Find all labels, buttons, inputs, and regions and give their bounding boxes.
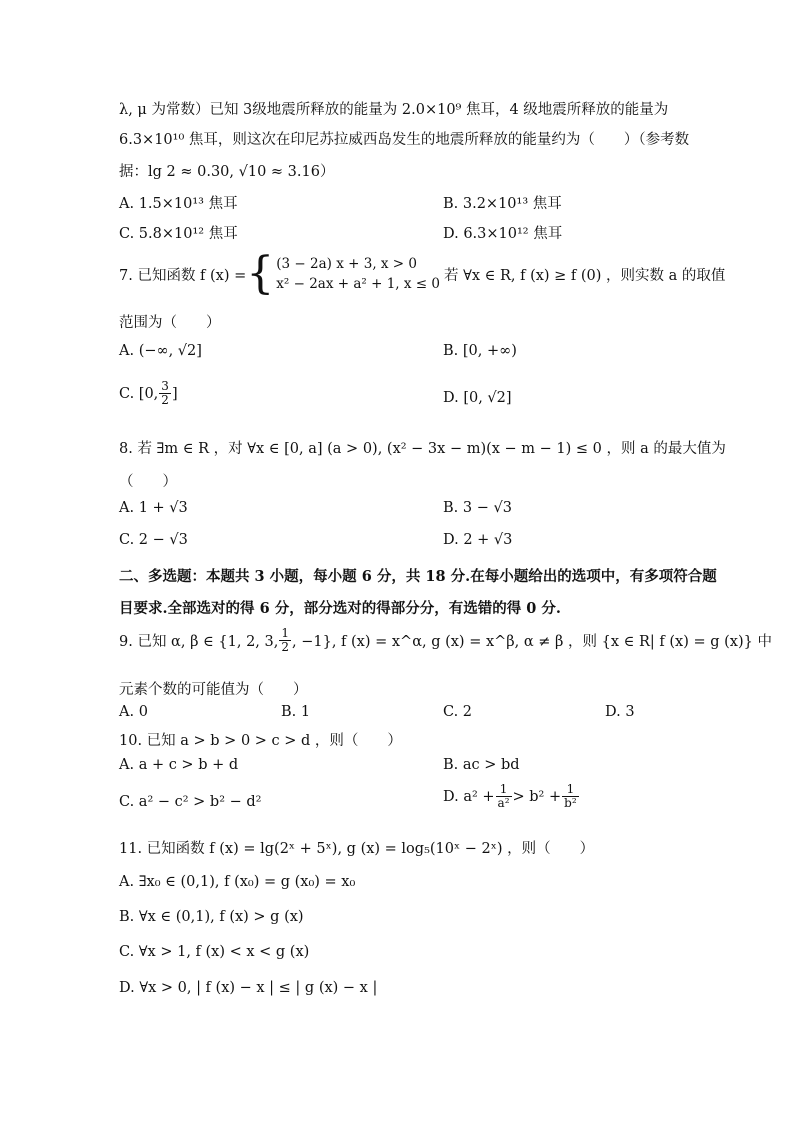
q6-line-1: λ, μ 为常数）已知 3级地震所释放的能量为 2.0×10⁹ 焦耳，4 级地震所释放的能量为 bbox=[119, 102, 669, 118]
q9-stem bbox=[119, 627, 772, 654]
q7-piecewise bbox=[246, 248, 440, 299]
q10-option-b: B. ac > bd bbox=[443, 757, 520, 773]
q7-option-c bbox=[119, 380, 178, 407]
q7-prefix: 7. 已知函数 f (x) = bbox=[119, 267, 247, 284]
section-2-heading-line-1: 二、多选题：本题共 3 小题，每小题 6 分，共 18 分.在每小题给出的选项中，有多项符合题 bbox=[119, 568, 717, 585]
q6-line-3: 据：lg 2 ≈ 0.30, √10 ≈ 3.16） bbox=[119, 164, 335, 180]
q8-line-2: （ ） bbox=[119, 474, 177, 490]
fraction-denominator: b² bbox=[564, 796, 577, 810]
fraction-numerator: 3 bbox=[161, 379, 169, 393]
q6-option-b: B. 3.2×10¹³ 焦耳 bbox=[443, 196, 562, 212]
q6-line-2: 6.3×10¹⁰ 焦耳，则这次在印尼苏拉威西岛发生的地震所释放的能量约为（ ）（参考数 bbox=[119, 132, 690, 148]
q10-stem: 10. 已知 a > b > 0 > c > d ，则（ ） bbox=[119, 733, 402, 749]
fraction-numerator: 1 bbox=[562, 783, 579, 797]
q7-option-d: D. [0, √2] bbox=[443, 390, 512, 406]
q10-option-c: C. a² − c² > b² − d² bbox=[119, 794, 262, 810]
q7-option-c-close: ] bbox=[171, 385, 178, 402]
q7-case-1: (3 − 2a) x + 3, x > 0 bbox=[276, 256, 418, 272]
q9-suffix: , −1}, f (x) = x^α, g (x) = x^β, α ≠ β ，则 {x ∈ R| f (x) = g (x)} 中 bbox=[292, 634, 772, 650]
q9-option-b: B. 1 bbox=[281, 704, 311, 720]
brace-symbol: { bbox=[246, 248, 275, 299]
q7-option-a: A. (−∞, √2] bbox=[119, 343, 202, 359]
q10-option-d bbox=[443, 783, 580, 810]
q10-option-d-prefix: D. a² + bbox=[443, 788, 495, 805]
q9-prefix: 9. 已知 α, β ∈ {1, 2, 3, bbox=[119, 634, 279, 650]
q9-option-c: C. 2 bbox=[443, 704, 473, 720]
fraction-numerator: 1 bbox=[281, 626, 289, 640]
section-2-heading-line-2: 目要求.全部选对的得 6 分，部分选对的得部分分，有选错的得 0 分. bbox=[119, 600, 561, 617]
q7-option-c-label: C. [0, bbox=[119, 385, 159, 402]
q11-option-b: B. ∀x ∈ (0,1), f (x) > g (x) bbox=[119, 909, 304, 925]
q8-option-d: D. 2 + √3 bbox=[443, 532, 513, 548]
q10-option-d-middle: > b² + bbox=[512, 788, 562, 805]
fraction-numerator: 1 bbox=[496, 783, 512, 797]
fraction-denominator: 2 bbox=[161, 393, 169, 407]
q7-stem bbox=[119, 248, 726, 299]
q7-option-c-fraction bbox=[159, 380, 171, 407]
q9-option-d: D. 3 bbox=[605, 704, 635, 720]
q8-option-a: A. 1 + √3 bbox=[119, 500, 188, 516]
q7-suffix: 若 ∀x ∈ R, f (x) ≥ f (0) ，则实数 a 的取值 bbox=[443, 267, 726, 284]
q10-option-a: A. a + c > b + d bbox=[119, 757, 239, 773]
q6-option-d: D. 6.3×10¹² 焦耳 bbox=[443, 226, 563, 242]
q7-case-2: x² − 2ax + a² + 1, x ≤ 0 bbox=[276, 276, 440, 292]
q10-option-d-fraction-b bbox=[562, 783, 579, 810]
q11-stem: 11. 已知函数 f (x) = lg(2ˣ + 5ˣ), g (x) = log₅(10ˣ − 2ˣ) ，则（ ） bbox=[119, 841, 595, 857]
q8-option-c: C. 2 − √3 bbox=[119, 532, 188, 548]
q8-option-b: B. 3 − √3 bbox=[443, 500, 512, 516]
q9-option-a: A. 0 bbox=[119, 704, 148, 720]
q7-option-b: B. [0, +∞) bbox=[443, 343, 517, 359]
q9-line-2: 元素个数的可能值为（ ） bbox=[119, 682, 308, 698]
q6-option-a: A. 1.5×10¹³ 焦耳 bbox=[119, 196, 238, 212]
q11-option-d: D. ∀x > 0, | f (x) − x | ≤ | g (x) − x | bbox=[119, 980, 378, 996]
q11-option-a: A. ∃x₀ ∈ (0,1), f (x₀) = g (x₀) = x₀ bbox=[119, 874, 356, 890]
q7-line-2: 范围为（ ） bbox=[119, 315, 221, 331]
q6-option-c: C. 5.8×10¹² 焦耳 bbox=[119, 226, 238, 242]
q11-option-c: C. ∀x > 1, f (x) < x < g (x) bbox=[119, 944, 310, 960]
q10-option-d-fraction-a bbox=[496, 783, 512, 810]
q8-stem: 8. 若 ∃m ∈ R ，对 ∀x ∈ [0, a] (a > 0), (x² − 3x − m)(x − m − 1) ≤ 0 ，则 a 的最大值为 bbox=[119, 441, 726, 457]
fraction-denominator: a² bbox=[497, 796, 510, 810]
q9-fraction bbox=[279, 627, 291, 654]
fraction-denominator: 2 bbox=[281, 640, 289, 654]
